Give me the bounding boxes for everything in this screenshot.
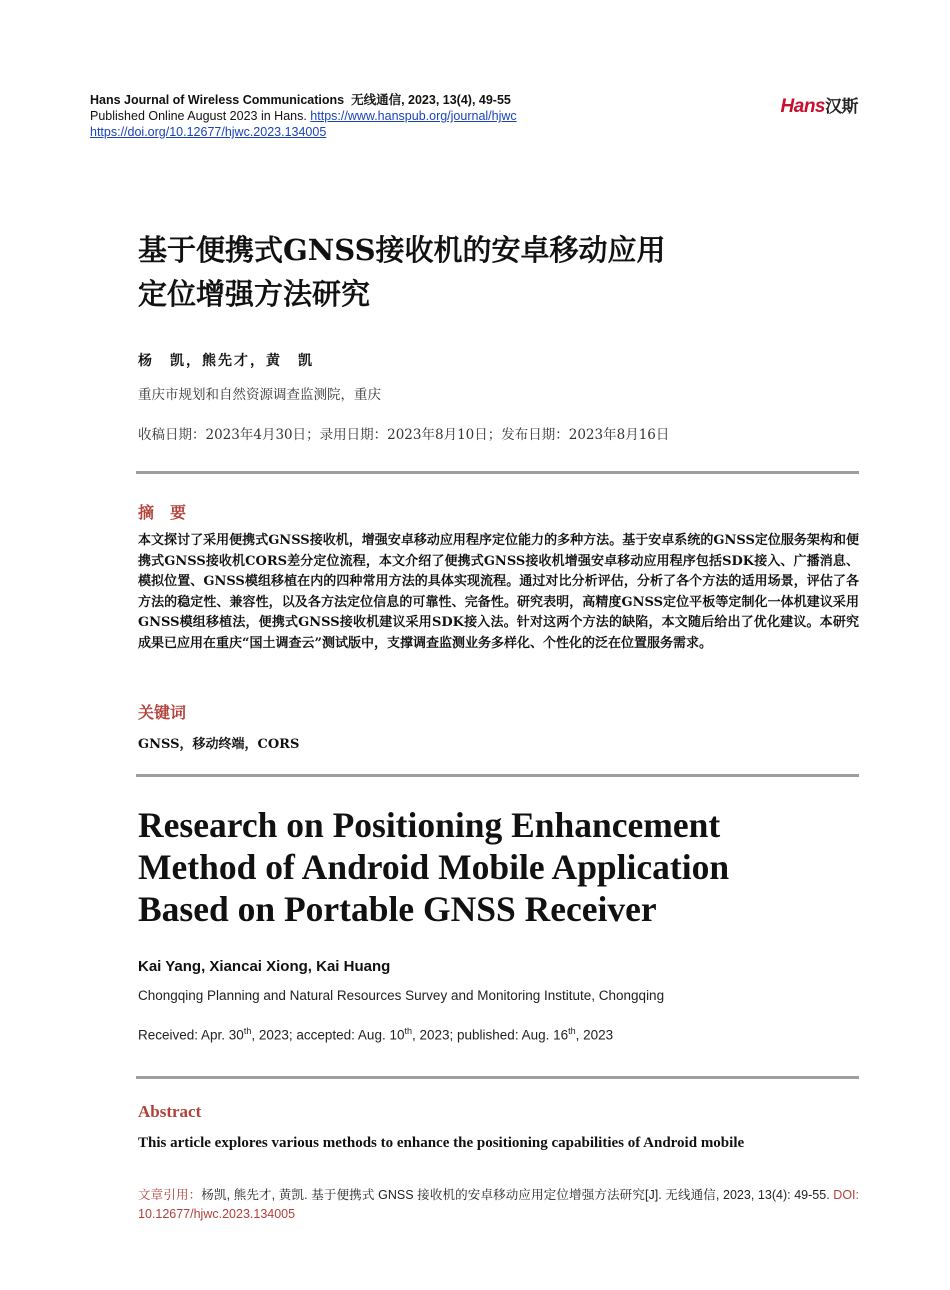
journal-name: Hans Journal of Wireless Communications bbox=[90, 93, 345, 107]
logo-cn: 汉斯 bbox=[825, 97, 858, 116]
cn-title bbox=[138, 228, 666, 316]
th-suffix: th bbox=[404, 1026, 412, 1036]
en-abstract-heading: Abstract bbox=[138, 1102, 202, 1121]
cn-abstract: 本文探讨了采用便携式GNSS接收机，增强安卓移动应用程序定位能力的多种方法。基于安卓系统的GNSS定位服务架构和便携式GNSS接收机CORS差分定位流程，本文介绍了便携式GNSS接收机增强安卓移动应用程序包括SDK接入、广播消息、模拟位置、GNSS模组移植在内的四种常用方法的具体实现流程。通过对比分析评估，分析了各个方法的适用场景，评估了各方法的稳定性、兼容性，以及各方法定位信息的可靠性、完备性。研究表明，高精度GNSS定位平板等定制化一体机建议采用GNSS模组移植法，便携式GNSS接收机建议采用SDK接入法。针对这两个方法的缺陷，本文随后给出了优化建议。本研究成果已应用在重庆“国土调查云”测试版中，支撑调查监测业务多样化、个性化的泛在位置服务需求。 bbox=[138, 533, 859, 651]
citation-doi[interactable]: DOI: 10.12677/hjwc.2023.134005 bbox=[138, 1188, 859, 1221]
received-date: Received: Apr. 30 bbox=[138, 1027, 244, 1043]
en-affiliation: Chongqing Planning and Natural Resources Survey and Monitoring Institute, Chongqing bbox=[138, 988, 665, 1003]
accepted-date: , 2023; accepted: Aug. 10 bbox=[251, 1027, 405, 1043]
en-title bbox=[138, 804, 729, 930]
cn-dates: 收稿日期：2023年4月30日；录用日期：2023年8月10日；发布日期：2023年8月16日 bbox=[138, 427, 670, 443]
en-title-line-3: Based on Portable GNSS Receiver bbox=[138, 889, 657, 929]
year-end: , 2023 bbox=[575, 1027, 614, 1043]
divider-2 bbox=[136, 774, 859, 777]
citation-label: 文章引用： bbox=[138, 1188, 202, 1202]
citation-text: 杨凯, 熊先才, 黄凯. 基于便携式 GNSS 接收机的安卓移动应用定位增强方法研究[J]. 无线通信, 2023, 13(4): 49-55. bbox=[201, 1188, 834, 1202]
journal-link[interactable]: https://www.hanspub.org/journal/hjwc bbox=[310, 109, 517, 123]
cn-keywords-heading: 关键词 bbox=[138, 703, 187, 722]
citation bbox=[138, 1186, 859, 1224]
cn-title-line-2: 定位增强方法研究 bbox=[138, 277, 371, 311]
divider-3 bbox=[136, 1076, 859, 1079]
hans-logo bbox=[781, 92, 858, 118]
doi-link[interactable]: https://doi.org/10.12677/hjwc.2023.134005 bbox=[90, 125, 327, 139]
cn-authors: 杨 凯，熊先才，黄 凯 bbox=[138, 353, 314, 369]
logo-latin: Hans bbox=[780, 96, 825, 117]
published-date: , 2023; published: Aug. 16 bbox=[411, 1027, 569, 1043]
th-suffix: th bbox=[243, 1026, 252, 1036]
th-suffix: th bbox=[568, 1026, 576, 1036]
published-text: Published Online August 2023 in Hans. bbox=[90, 109, 311, 123]
cn-affiliation: 重庆市规划和自然资源调查监测院，重庆 bbox=[138, 387, 381, 403]
cn-title-line-1: 基于便携式GNSS接收机的安卓移动应用 bbox=[138, 233, 666, 267]
journal-cn-info: 无线通信, 2023, 13(4), 49-55 bbox=[351, 93, 511, 107]
journal-header bbox=[90, 92, 517, 140]
en-abstract: This article explores various methods to enhance the positioning capabilities of Android mobile bbox=[138, 1135, 745, 1151]
cn-keywords: GNSS，移动终端，CORS bbox=[138, 737, 300, 752]
divider-1 bbox=[136, 471, 859, 474]
en-authors: Kai Yang, Xiancai Xiong, Kai Huang bbox=[138, 958, 391, 975]
en-dates bbox=[138, 1026, 613, 1043]
en-title-line-1: Research on Positioning Enhancement bbox=[138, 805, 721, 845]
cn-abstract-heading: 摘 要 bbox=[138, 503, 187, 522]
en-title-line-2: Method of Android Mobile Application bbox=[138, 847, 730, 887]
